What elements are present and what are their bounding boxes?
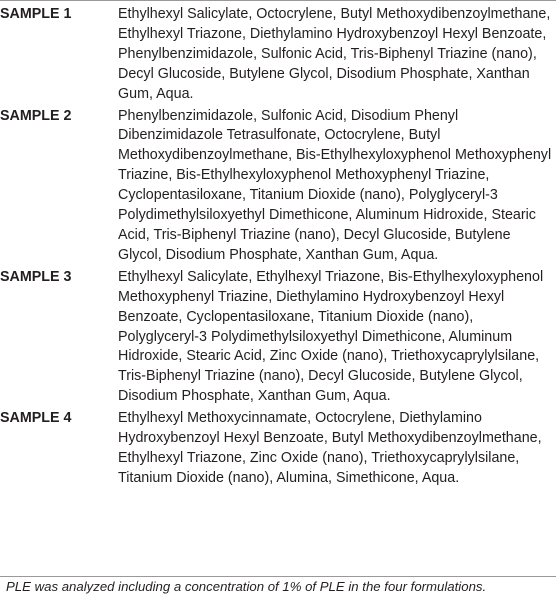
sample-label: SAMPLE 2 xyxy=(0,107,72,124)
sample-ingredients: Ethylhexyl Salicylate, Ethylhexyl Triazone, Bis-Ethylhexyloxyphenol Methoxyphenyl Triazine, Diethylamino Hydroxybenzoyl Hexyl Benzoate, Cyclopentasiloxane, Titanium Dioxide (nano), Polyglyceryl-3 Polydimethylsiloxyethyl Dimethicone, Aluminum Hidroxide, Stearic Acid, Zinc Oxide (nano), Triethoxycaprylylsilane, Tris-Biphenyl Triazine (nano), Decyl Glucoside, Butylene Glycol, Disodium Phosphate, Xanthan Gum, Aqua. xyxy=(118,268,544,405)
table-row xyxy=(0,5,556,107)
sample-formulation-table xyxy=(0,5,556,491)
sample-ingredients: Ethylhexyl Salicylate, Octocrylene, Butyl Methoxydibenzoylmethane, Ethylhexyl Triazone, Diethylamino Hydroxybenzoyl Hexyl Benzoate, Phenylbenzimidazole, Sulfonic Acid, Tris-Biphenyl Triazine (nano), Decyl Glucoside, Butylene Glycol, Disodium Phosphate, Xanthan Gum, Aqua. xyxy=(118,6,551,102)
sample-ingredients: Ethylhexyl Methoxycinnamate, Octocrylene, Diethylamino Hydroxybenzoyl Hexyl Benzoate, Butyl Methoxydibenzoylmethane, Ethylhexyl Triazone, Zinc Oxide (nano), Triethoxycaprylylsilane, Titanium Dioxide (nano), Alumina, Simethicone, Aqua. xyxy=(118,410,542,486)
bottom-rule xyxy=(0,576,556,577)
sample-ingredients: Phenylbenzimidazole, Sulfonic Acid, Disodium Phenyl Dibenzimidazole Tetrasulfonate, Octocrylene, Butyl Methoxydibenzoylmethane, Bis-Ethylhexyloxyphenol Methoxyphenyl Triazine, Bis-Ethylhexyloxyphenol Methoxyphenyl Triazine, Cyclopentasiloxane, Titanium Dioxide (nano), Polyglyceryl-3 Polydimethylsiloxyethyl Dimethicone, Aluminum Hidroxide, Stearic Acid, Tris-Biphenyl Triazine (nano), Decyl Glucoside, Butylene Glycol, Disodium Phosphate, Xanthan Gum, Aqua. xyxy=(118,107,552,263)
table-footnote: PLE was analyzed including a concentration of 1% of PLE in the four formulations. xyxy=(6,579,487,594)
top-rule xyxy=(0,0,556,1)
table-row xyxy=(0,107,556,268)
sample-label: SAMPLE 4 xyxy=(0,410,72,427)
table-row xyxy=(0,268,556,409)
table-row xyxy=(0,409,556,491)
sample-label: SAMPLE 1 xyxy=(0,6,72,22)
sample-label: SAMPLE 3 xyxy=(0,268,72,285)
